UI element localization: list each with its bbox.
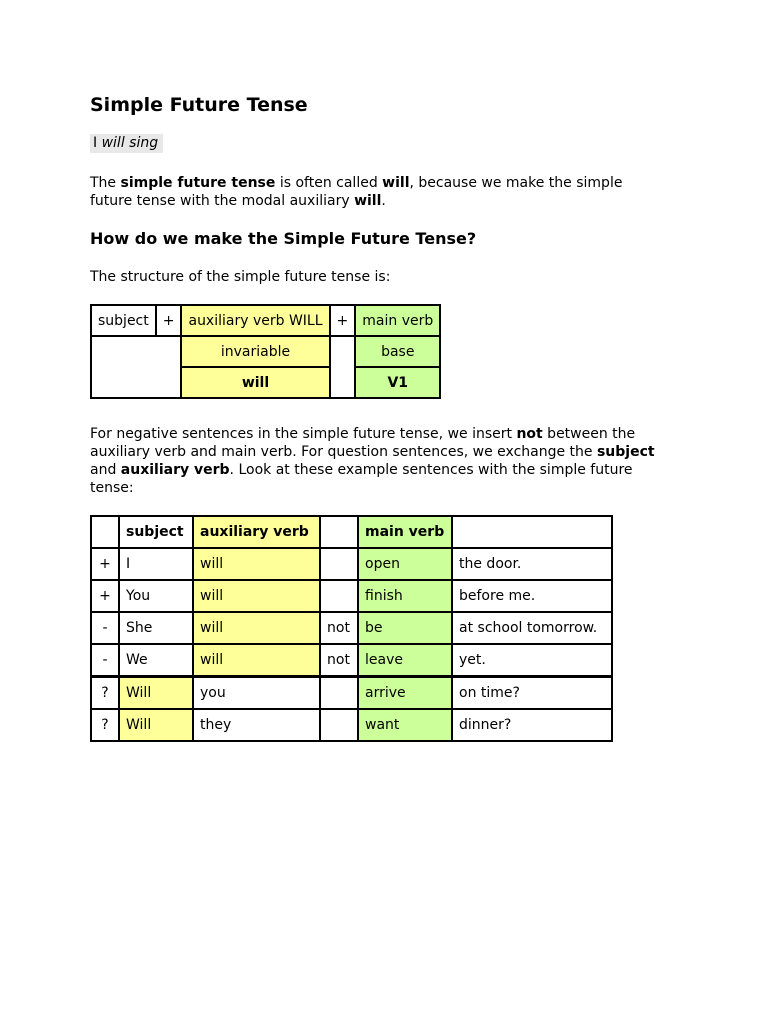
table-cell: open bbox=[358, 548, 452, 580]
table-row bbox=[91, 677, 612, 710]
header-cell bbox=[320, 516, 358, 548]
structure-aux: auxiliary verb WILL bbox=[181, 305, 329, 336]
structure-subject: subject bbox=[91, 305, 156, 336]
table-cell: will bbox=[193, 612, 320, 644]
header-cell bbox=[452, 516, 612, 548]
section-heading: How do we make the Simple Future Tense? bbox=[90, 229, 477, 248]
table-cell: will bbox=[193, 548, 320, 580]
table-cell: will bbox=[193, 644, 320, 677]
table-header-row bbox=[91, 516, 612, 548]
table-row bbox=[91, 548, 612, 580]
table-cell: You bbox=[119, 580, 193, 612]
structure-aux-form: will bbox=[181, 367, 329, 398]
table-cell: before me. bbox=[452, 580, 612, 612]
table-cell: leave bbox=[358, 644, 452, 677]
table-cell: at school tomorrow. bbox=[452, 612, 612, 644]
example-verb-phrase: will sing bbox=[101, 135, 159, 151]
table-row bbox=[91, 612, 612, 644]
table-cell: ? bbox=[91, 677, 119, 710]
table-cell: ? bbox=[91, 709, 119, 741]
table-cell: on time? bbox=[452, 677, 612, 710]
table-cell: arrive bbox=[358, 677, 452, 710]
table-cell bbox=[320, 548, 358, 580]
structure-intro: The structure of the simple future tense is: bbox=[90, 269, 391, 285]
table-cell: She bbox=[119, 612, 193, 644]
structure-empty bbox=[91, 336, 181, 398]
table-cell bbox=[320, 709, 358, 741]
header-cell bbox=[91, 516, 119, 548]
structure-plus: + bbox=[330, 305, 356, 336]
table-row bbox=[91, 580, 612, 612]
table-cell: finish bbox=[358, 580, 452, 612]
table-cell: they bbox=[193, 709, 320, 741]
table-cell: not bbox=[320, 612, 358, 644]
structure-plus: + bbox=[156, 305, 182, 336]
table-cell: want bbox=[358, 709, 452, 741]
table-cell: Will bbox=[119, 677, 193, 710]
example-subject: I bbox=[93, 135, 98, 151]
table-cell: - bbox=[91, 644, 119, 677]
table-cell: Will bbox=[119, 709, 193, 741]
structure-main: main verb bbox=[355, 305, 440, 336]
table-cell: you bbox=[193, 677, 320, 710]
table-cell: + bbox=[91, 580, 119, 612]
structure-empty bbox=[330, 336, 356, 398]
table-cell: be bbox=[358, 612, 452, 644]
table-cell bbox=[320, 580, 358, 612]
header-cell: auxiliary verb bbox=[193, 516, 320, 548]
table-cell: - bbox=[91, 612, 119, 644]
table-cell: yet. bbox=[452, 644, 612, 677]
table-cell: the door. bbox=[452, 548, 612, 580]
negative-paragraph: For negative sentences in the simple future tense, we insert not between the auxiliary verb and main verb. For question sentences, we exchange the subject and auxiliary verb. Look at these example sentences with the simple future tense: bbox=[90, 426, 655, 496]
header-cell: main verb bbox=[358, 516, 452, 548]
table-row bbox=[91, 709, 612, 741]
table-cell: + bbox=[91, 548, 119, 580]
table-cell: will bbox=[193, 580, 320, 612]
table-cell bbox=[320, 677, 358, 710]
header-cell: subject bbox=[119, 516, 193, 548]
structure-main-note: base bbox=[355, 336, 440, 367]
intro-paragraph: The simple future tense is often called will, because we make the simple future tense with the modal auxiliary will. bbox=[90, 175, 623, 209]
table-cell: I bbox=[119, 548, 193, 580]
table-cell: dinner? bbox=[452, 709, 612, 741]
table-cell: We bbox=[119, 644, 193, 677]
example-sentence bbox=[90, 135, 163, 151]
table-cell: not bbox=[320, 644, 358, 677]
examples-table bbox=[90, 515, 613, 742]
page-title: Simple Future Tense bbox=[90, 94, 308, 116]
structure-table bbox=[90, 304, 441, 399]
structure-main-form: V1 bbox=[355, 367, 440, 398]
structure-aux-note: invariable bbox=[181, 336, 329, 367]
table-row bbox=[91, 644, 612, 677]
